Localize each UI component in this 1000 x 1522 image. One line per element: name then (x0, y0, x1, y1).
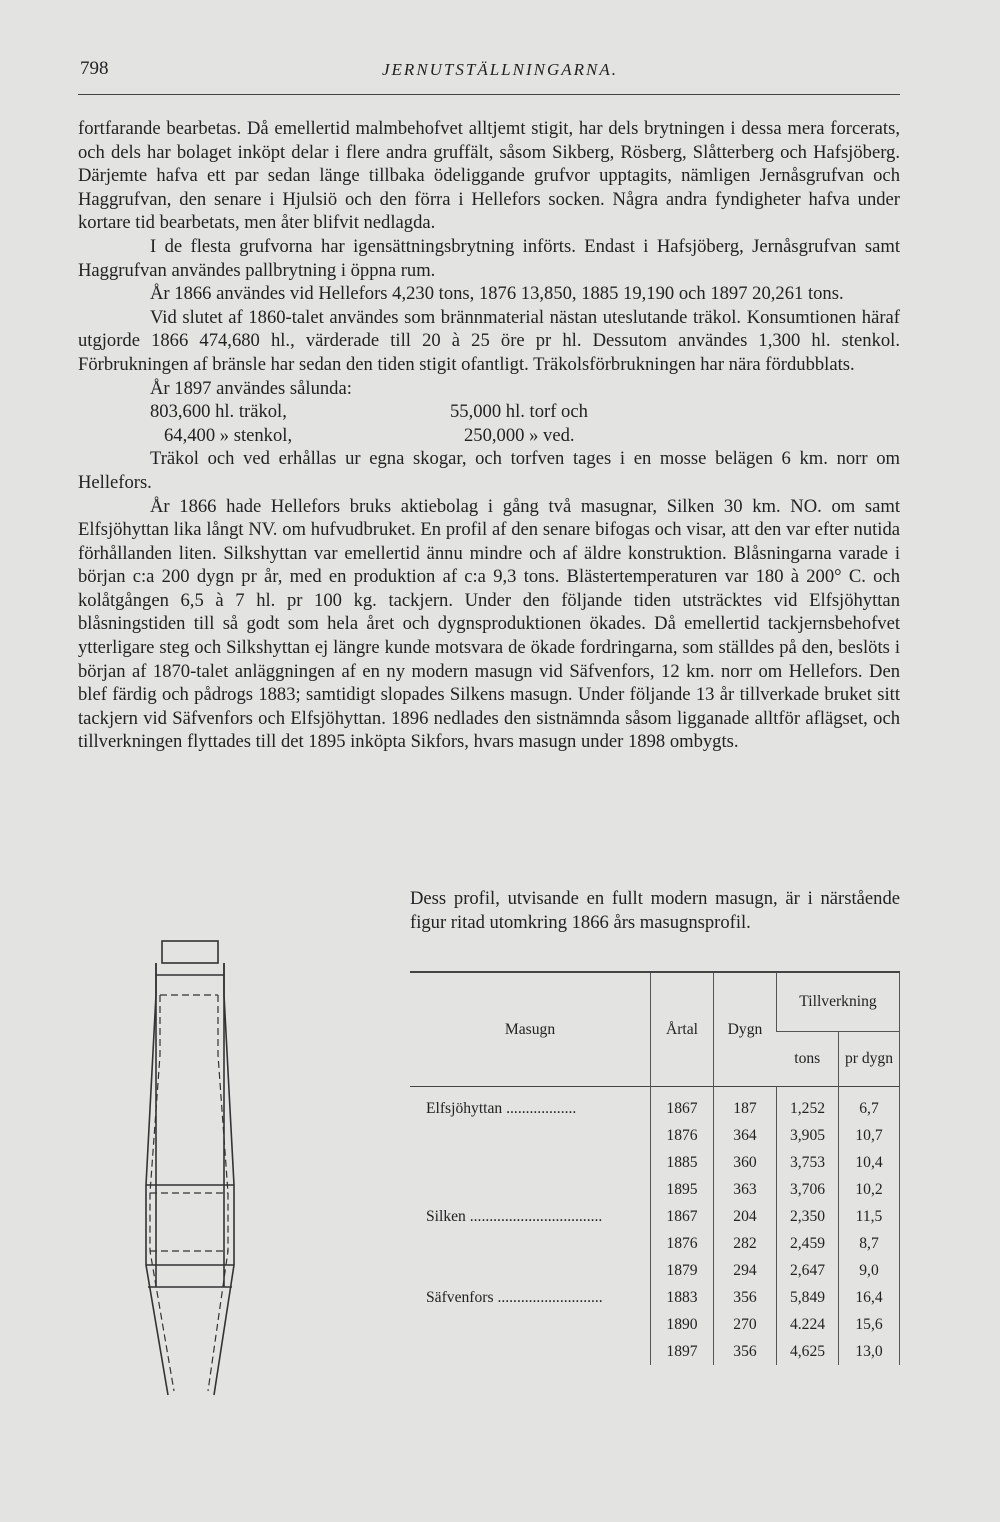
fuel-charcoal: 803,600 hl. träkol, (150, 401, 287, 423)
cell-dygn: 204 (714, 1203, 777, 1230)
cell-masugn (410, 1311, 651, 1338)
cell-masugn (410, 1230, 651, 1257)
cell-pr-dygn: 8,7 (839, 1230, 900, 1257)
table-row (410, 1176, 900, 1203)
header-masugn: Masugn (504, 1020, 556, 1038)
cell-masugn (410, 1149, 651, 1176)
cell-masugn (410, 1257, 651, 1284)
cell-tons: 1,252 (777, 1087, 839, 1123)
cell-dygn: 294 (714, 1257, 777, 1284)
header-rule (78, 94, 900, 95)
table-row (410, 1203, 900, 1230)
cell-pr-dygn: 6,7 (839, 1087, 900, 1123)
header-tillverkning: Tillverkning (777, 972, 900, 1032)
paragraph-7: År 1866 hade Hellefors bruks aktiebolag i gång två masugnar, Silken 30 km. NO. om samt Elfsjöhyttan lika långt NV. om hufvudbruket. En profil af den senare bifogas och visar, att den var efter nutida förhållanden liten. Silkshyttan var emellertid ännu mindre och af äldre konstruktion. Blåsningarna varade i början c:a 200 dygn pr år, med en produktion af c:a 9,3 tons. Blästertemperaturen var 180 à 200° C. och kolåtgången 6,5 à 7 hl. pr 100 kg. tackjern. Under den följande tiden utsträcktes vid Elfsjöhyttan blåsningstiden till så godt som hela året och dygnsproduktionen ökades. Då emellertid tackjernsbehofvet ytterligare steg och Silkshyttan ej längre kunde motsvara de ökade fordringarna, som ställdes på den, beslöts i början af 1870-talet anläggningen af en ny modern masugn vid Säfvenfors, 12 km. norr om Hellefors. Den blef färdig och pådrogs 1883; samtidigt slopades Silkens masugn. Under följande 13 år tillverkade bruket sitt tackjern vid Säfvenfors och Elfsjöhyttan. 1896 nedlades den sistnämnda såsom ligganade alltför aflägset, och tillverkningen flyttades till det 1895 inköpta Sikfors, hvars masugn under 1898 ombygts. (78, 495, 900, 753)
cell-pr-dygn: 9,0 (839, 1257, 900, 1284)
paragraph-8: Dess profil, utvisande en fullt modern masugn, är i närstående figur ritad utomkring 1866 års masugnsprofil. (410, 888, 900, 933)
paragraph-3: År 1866 användes vid Hellefors 4,230 tons, 1876 13,850, 1885 19,190 och 1897 20,261 tons. (150, 283, 844, 305)
header-artal: Årtal (651, 972, 714, 1087)
body-text (78, 117, 900, 754)
cell-pr-dygn: 11,5 (839, 1203, 900, 1230)
table-row (410, 1257, 900, 1284)
cell-artal: 1867 (651, 1203, 714, 1230)
cell-dygn: 364 (714, 1122, 777, 1149)
cell-masugn (410, 1338, 651, 1365)
cell-tons: 3,753 (777, 1149, 839, 1176)
fuel-wood: 250,000 » ved. (464, 424, 575, 446)
cell-tons: 4,625 (777, 1338, 839, 1365)
table-row (410, 1230, 900, 1257)
cell-masugn: Elfsjöhyttan .................. (426, 1099, 577, 1117)
cell-tons: 5,849 (777, 1284, 839, 1311)
table-row (410, 1338, 900, 1365)
page-number: 798 (80, 58, 109, 79)
cell-masugn (410, 1176, 651, 1203)
cell-masugn: Silken .................................. (426, 1207, 603, 1225)
fuel-row-2 (78, 424, 900, 448)
header-tons: tons (794, 1050, 821, 1067)
cell-masugn (410, 1122, 651, 1149)
cell-pr-dygn: 13,0 (839, 1338, 900, 1365)
fuel-coal: 64,400 » stenkol, (164, 424, 293, 446)
table-row (410, 1284, 900, 1311)
cell-dygn: 356 (714, 1338, 777, 1365)
blast-furnace-profile-figure (110, 935, 360, 1405)
cell-artal: 1876 (651, 1122, 714, 1149)
cell-artal: 1897 (651, 1338, 714, 1365)
table-row (410, 1087, 900, 1123)
fuel-peat: 55,000 hl. torf och (450, 401, 588, 423)
paragraph-4: Vid slutet af 1860-talet användes som brännmaterial nästan uteslutande träkol. Konsumtionen häraf utgjorde 1866 474,680 hl., värderade till 20 à 25 öre pr hl. Dessutom användes 1,300 hl. stenkol. Förbrukningen af bränsle har sedan den tiden stigit ofantligt. Träkolsförbrukningen har nära fördubblats. (78, 306, 900, 375)
cell-artal: 1867 (651, 1087, 714, 1123)
cell-tons: 3,905 (777, 1122, 839, 1149)
cell-pr-dygn: 10,7 (839, 1122, 900, 1149)
cell-artal: 1876 (651, 1230, 714, 1257)
table-row (410, 1122, 900, 1149)
cell-dygn: 270 (714, 1311, 777, 1338)
cell-dygn: 360 (714, 1149, 777, 1176)
cell-pr-dygn: 10,2 (839, 1176, 900, 1203)
paragraph-6: Träkol och ved erhållas ur egna skogar, och torfven tages i en mosse belägen 6 km. norr om Hellefors. (78, 448, 900, 493)
cell-artal: 1890 (651, 1311, 714, 1338)
cell-tons: 4.224 (777, 1311, 839, 1338)
figure-caption-text (410, 887, 900, 934)
cell-tons: 2,647 (777, 1257, 839, 1284)
cell-dygn: 187 (714, 1087, 777, 1123)
cell-artal: 1879 (651, 1257, 714, 1284)
production-table-wrapper (410, 971, 900, 1392)
running-title: JERNUTSTÄLLNINGARNA. (382, 60, 618, 79)
production-table (410, 971, 900, 1365)
fuel-row-1 (78, 400, 900, 424)
header-pr-dygn: pr dygn (839, 1032, 900, 1087)
paragraph-2: I de flesta grufvorna har igensättningsbrytning införts. Endast i Hafsjöberg, Jernåsgrufvan samt Haggrufvan användes pallbrytning i öppna rum. (78, 235, 900, 281)
cell-tons: 2,350 (777, 1203, 839, 1230)
cell-tons: 2,459 (777, 1230, 839, 1257)
cell-dygn: 356 (714, 1284, 777, 1311)
cell-dygn: 282 (714, 1230, 777, 1257)
cell-artal: 1895 (651, 1176, 714, 1203)
cell-pr-dygn: 10,4 (839, 1149, 900, 1176)
cell-artal: 1883 (651, 1284, 714, 1311)
paragraph-5: År 1897 användes sålunda: (150, 377, 352, 399)
paragraph-1: fortfarande bearbetas. Då emellertid malmbehofvet alltjemt stigit, har dels brytningen i dessa mera forcerats, och dels har bolaget inköpt delar i flere andra gruffält, såsom Sikberg, Rösberg, Slåtterberg och Hafsjöberg. Därjemte hafva ett par sedan länge tillbaka ödeliggande grufvor upptagits, nämligen Jernåsgrufvan och Haggrufvan, den senare i Hjulsiö och den förra i Hellefors socken. Några andra fyndigheter hafva under kortare tid bearbetats, men åter blifvit nedlagda. (78, 118, 900, 234)
cell-masugn: Säfvenfors ........................... (426, 1288, 603, 1306)
cell-pr-dygn: 16,4 (839, 1284, 900, 1311)
header-dygn: Dygn (714, 972, 777, 1087)
production-table-body (410, 1087, 900, 1366)
cell-pr-dygn: 15,6 (839, 1311, 900, 1338)
cell-dygn: 363 (714, 1176, 777, 1203)
table-row (410, 1311, 900, 1338)
table-row (410, 1149, 900, 1176)
cell-tons: 3,706 (777, 1176, 839, 1203)
cell-artal: 1885 (651, 1149, 714, 1176)
